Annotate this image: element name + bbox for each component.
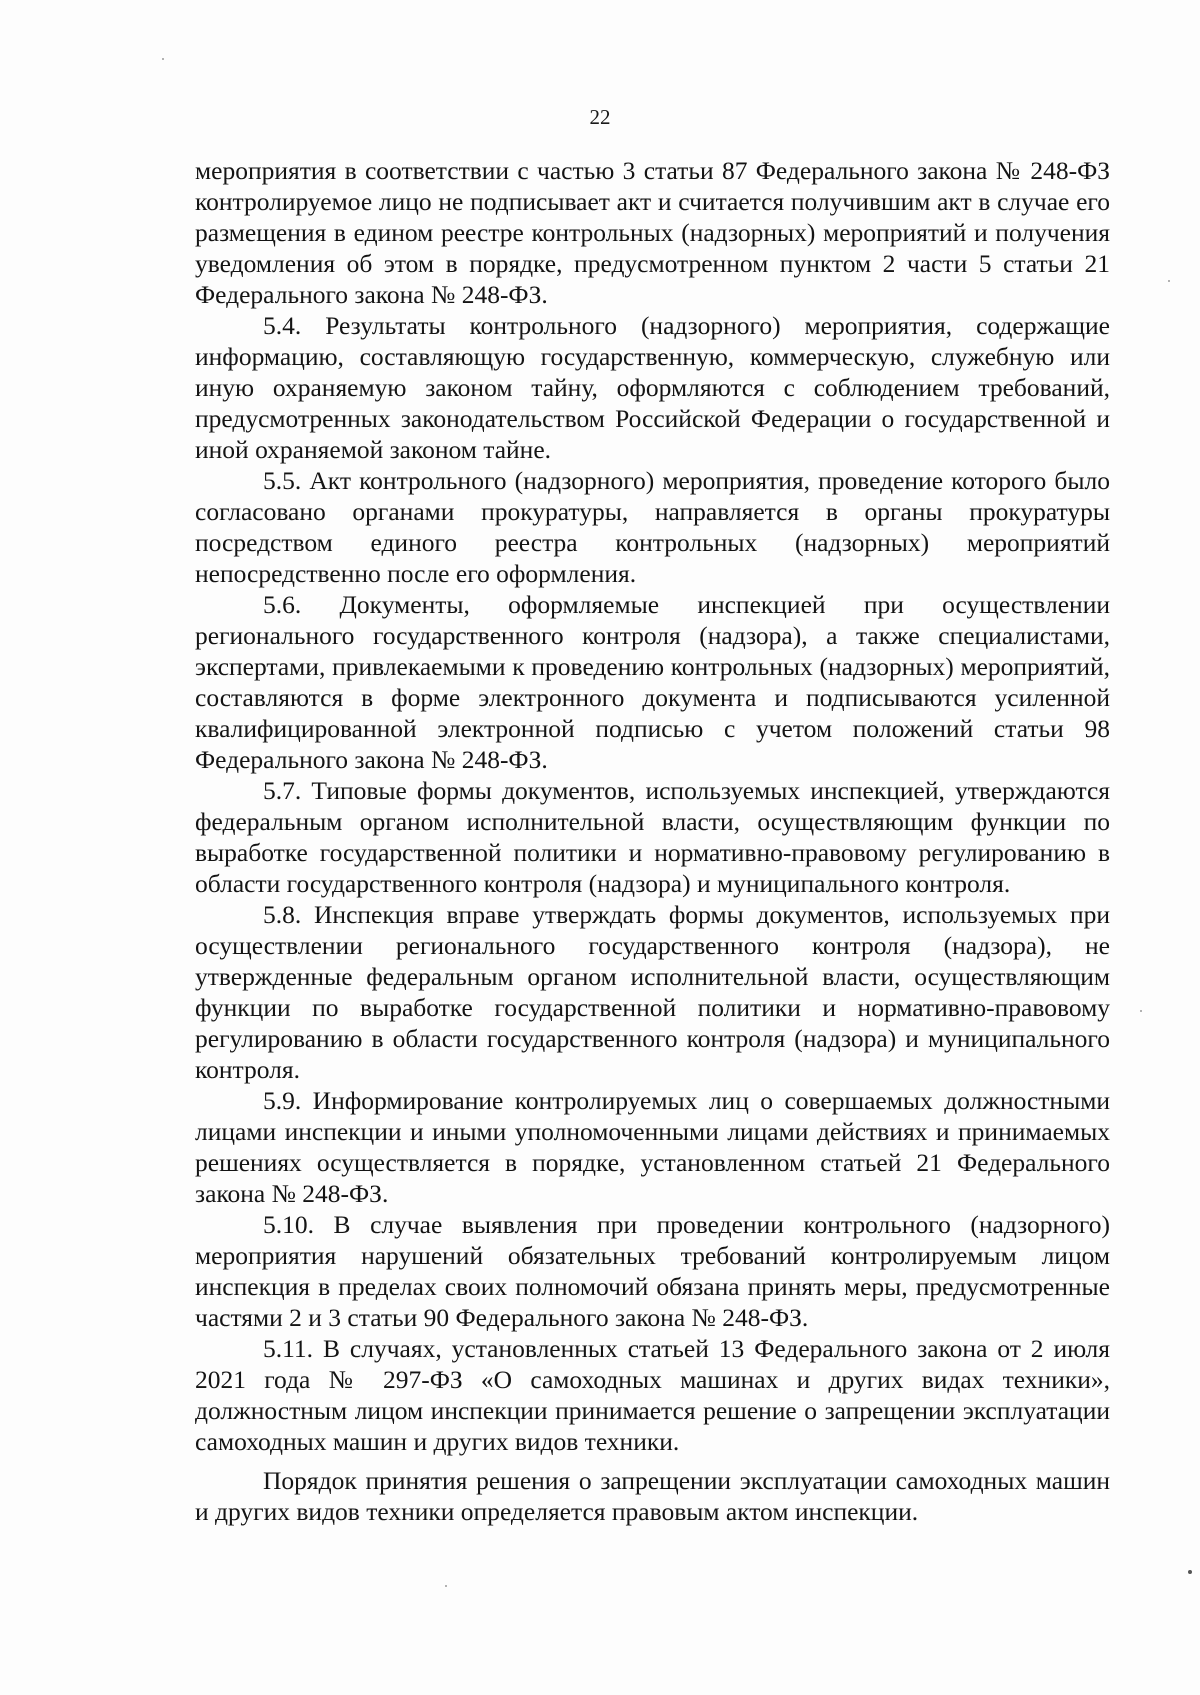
page-number: 22 [589, 105, 611, 129]
paragraph-procedure: Порядок принятия решения о запрещении эксплуатации самоходных машин и других видов техники определяется правовым актом инспекции. [195, 1466, 1110, 1526]
scan-speck [1140, 1010, 1142, 1012]
scan-speck [162, 58, 164, 60]
paragraph-5-4: 5.4. Результаты контрольного (надзорного) мероприятия, содержащие информацию, составляющую государственную, коммерческую, служебную или иную охраняемую законом тайну, оформляются с соблюдением требований, предусмотренных законодательством Российской Федерации о государственной и иной охраняемой законом тайне. [195, 311, 1110, 464]
paragraph-5-11: 5.11. В случаях, установленных статьей 13 Федерального закона от 2 июля 2021 года № 297-ФЗ «О самоходных машинах и других видах техники», должностным лицом инспекции принимается решение о запрещении эксплуатации самоходных машин и других видов техники. [195, 1334, 1110, 1456]
document-body [195, 155, 1110, 1527]
paragraph-continuation: мероприятия в соответствии с частью 3 статьи 87 Федерального закона № 248-ФЗ контролируемое лицо не подписывает акт и считается получившим акт в случае его размещения в едином реестре контрольных (надзорных) мероприятий и получения уведомления об этом в порядке, предусмотренном пунктом 2 части 5 статьи 21 Федерального закона № 248-ФЗ. [195, 156, 1110, 309]
paragraph-5-5: 5.5. Акт контрольного (надзорного) мероприятия, проведение которого было согласовано органами прокуратуры, направляется в органы прокуратуры посредством единого реестра контрольных (надзорных) мероприятий непосредственно после его оформления. [195, 466, 1110, 588]
scan-speck [445, 1585, 447, 1587]
scan-speck [1168, 280, 1170, 282]
paragraph-5-8: 5.8. Инспекция вправе утверждать формы документов, используемых при осуществлении регионального государственного контроля (надзора), не утвержденные федеральным органом исполнительной власти, осуществляющим функции по выработке государственной политики и нормативно-правовому регулированию в области государственного контроля (надзора) и муниципального контроля. [195, 900, 1110, 1084]
paragraph-5-9: 5.9. Информирование контролируемых лиц о совершаемых должностными лицами инспекции и иными уполномоченными лицами действиях и принимаемых решениях осуществляется в порядке, установленном статьей 21 Федерального закона № 248-ФЗ. [195, 1086, 1110, 1208]
paragraph-5-7: 5.7. Типовые формы документов, используемых инспекцией, утверждаются федеральным органом исполнительной власти, осуществляющим функции по выработке государственной политики и нормативно-правовому регулированию в области государственного контроля (надзора) и муниципального контроля. [195, 776, 1110, 898]
scan-speck [1188, 1570, 1192, 1574]
paragraph-5-10: 5.10. В случае выявления при проведении контрольного (надзорного) мероприятия нарушений обязательных требований контролируемым лицом инспекция в пределах своих полномочий обязана принять меры, предусмотренные частями 2 и 3 статьи 90 Федерального закона № 248-ФЗ. [195, 1210, 1110, 1332]
paragraph-5-6: 5.6. Документы, оформляемые инспекцией при осуществлении регионального государственного контроля (надзора), а также специалистами, экспертами, привлекаемыми к проведению контрольных (надзорных) мероприятий, составляются в форме электронного документа и подписываются усиленной квалифицированной электронной подписью с учетом положений статьи 98 Федерального закона № 248-ФЗ. [195, 590, 1110, 774]
